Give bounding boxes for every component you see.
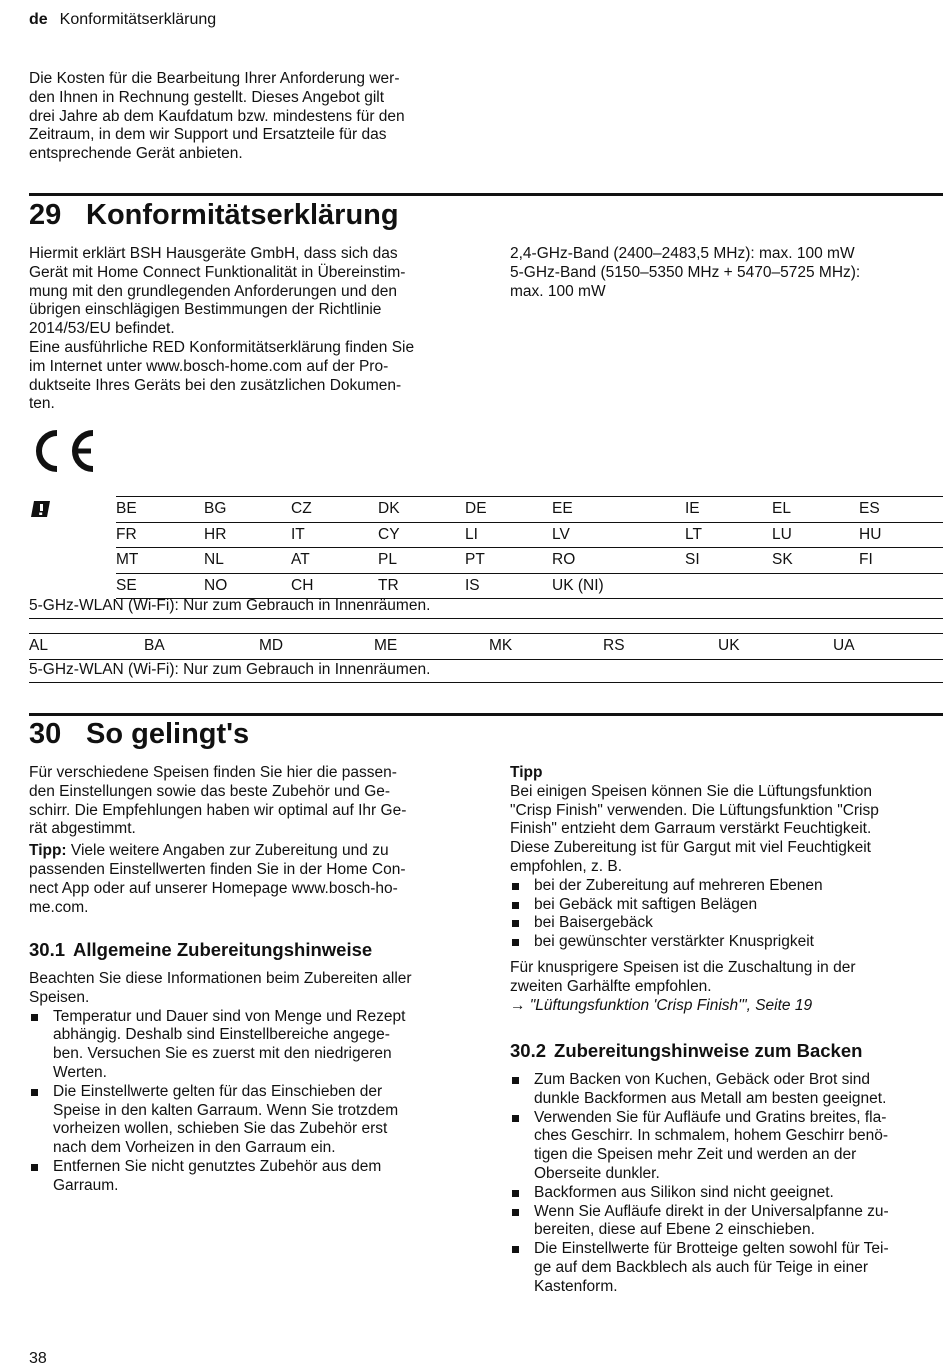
country-code-cell: IT	[291, 522, 378, 548]
country-code-cell: SI	[685, 548, 772, 574]
subsection-30-1-body: Beachten Sie diese Informationen beim Zubereiten aller Speisen. Temperatur und Dauer sind von Menge und Rezept abhängig. Deshalb sind Einstellbereiche angege- ben. Versuchen Sie es zuerst mit den niedrigeren Werten. Die Einstellwerte gelten für das Einschieben der Speise in den kalten Garraum. Wenn Sie trotzdem vorheizen wollen, schieben Sie das Zubehör erst nach dem Vorheizen in den Garraum ein. Entfernen Sie nicht genutztes Zubehör aus dem Garraum.	[29, 970, 479, 1196]
country-code-cell: NO	[204, 573, 291, 599]
running-header	[29, 11, 216, 29]
country-code-cell: DK	[378, 497, 465, 523]
table-row	[29, 634, 943, 660]
country-code-cell: UK (NI)	[552, 573, 685, 599]
list-item: Die Einstellwerte gelten für das Einschieben der Speise in den kalten Garraum. Wenn Sie trotzdem vorheizen wollen, schieben Sie das Zubehör erst nach dem Vorheizen in den Garraum ein.	[29, 1083, 479, 1158]
frequency-band-info: 2,4-GHz-Band (2400–2483,5 MHz): max. 100 mW 5-GHz-Band (5150–5350 MHz + 5470–5725 MHz): max. 100 mW	[510, 245, 861, 300]
country-code-cell: LU	[772, 522, 859, 548]
country-code-cell: ES	[859, 497, 943, 523]
country-code-cell: CH	[291, 573, 378, 599]
ce-mark-icon	[29, 427, 99, 475]
page-number: 38	[29, 1350, 47, 1367]
country-code-cell: CZ	[291, 497, 378, 523]
language-tag: de	[29, 11, 48, 28]
country-code-cell: AT	[291, 548, 378, 574]
country-code-cell: AL	[29, 634, 144, 660]
section-rule	[29, 713, 943, 716]
subsection-30-1-heading: 30.1 Allgemeine Zubereitungshinweise	[29, 939, 373, 960]
note-icon	[30, 499, 52, 519]
list-item: bei Baisergebäck	[510, 914, 940, 933]
country-code-cell: IE	[685, 497, 772, 523]
list-item: bei der Zubereitung auf mehreren Ebenen	[510, 877, 940, 896]
list-item: Zum Backen von Kuchen, Gebäck oder Brot sind dunkle Backformen aus Metall am besten geeignet.	[510, 1071, 940, 1109]
country-code-cell: RO	[552, 548, 685, 574]
country-code-cell: IS	[465, 573, 552, 599]
country-code-cell: HR	[204, 522, 291, 548]
list-item: bei gewünschter verstärkter Knusprigkeit	[510, 933, 940, 952]
country-code-cell: FR	[116, 522, 204, 548]
list-item: Temperatur und Dauer sind von Menge und Rezept abhängig. Deshalb sind Einstellbereiche angege- ben. Versuchen Sie es zuerst mit den niedrigeren Werten.	[29, 1008, 479, 1083]
country-code-cell: SK	[772, 548, 859, 574]
subsection-30-2-body	[510, 1071, 940, 1297]
country-table-eu	[116, 496, 943, 599]
general-hints-list	[29, 1008, 479, 1196]
tip-box: Tipp Bei einigen Speisen können Sie die Lüftungsfunktion "Crisp Finish" verwenden. Die Lüftungsfunktion "Crisp Finish" entzieht dem Garraum verstärkt Feuchtigkeit. Diese Zubereitung ist für Gargut mit viel Feuchtigkeit empfohlen, z. B. bei der Zubereitung auf mehreren Ebenen bei Gebäck mit saftigen Belägen bei Baisergebäck bei gewünschter verstärkter Knusprigkeit Für knusprigere Speisen ist die Zuschaltung in der zweiten Garhälfte empfohlen. → "Lüftungsfunktion 'Crisp Finish'", Seite 19	[510, 764, 940, 1015]
country-code-cell: BG	[204, 497, 291, 523]
wlan-note-1: 5-GHz-WLAN (Wi-Fi): Nur zum Gebrauch in Innenräumen.	[29, 594, 943, 619]
table-row	[116, 497, 943, 523]
country-code-cell: EL	[772, 497, 859, 523]
section-rule	[29, 193, 943, 196]
country-code-cell: EE	[552, 497, 685, 523]
list-item: Entfernen Sie nicht genutztes Zubehör aus dem Garraum.	[29, 1158, 479, 1196]
table-row	[116, 548, 943, 574]
country-code-cell: LV	[552, 522, 685, 548]
country-code-cell: TR	[378, 573, 465, 599]
list-item: Wenn Sie Aufläufe direkt in der Universalpfanne zu- bereiten, diese auf Ebene 2 einschieben.	[510, 1203, 940, 1241]
country-code-cell: PT	[465, 548, 552, 574]
wlan-note-2: 5-GHz-WLAN (Wi-Fi): Nur zum Gebrauch in Innenräumen.	[29, 658, 943, 683]
country-code-cell: MK	[489, 634, 603, 660]
country-code-cell: UK	[718, 634, 833, 660]
country-code-cell: UA	[833, 634, 943, 660]
country-code-cell: LI	[465, 522, 552, 548]
country-code-cell: HU	[859, 522, 943, 548]
country-code-cell: FI	[859, 548, 943, 574]
country-code-cell: MD	[259, 634, 374, 660]
subsection-30-2-heading: 30.2 Zubereitungshinweise zum Backen	[510, 1040, 863, 1061]
table-row	[116, 522, 943, 548]
baking-hints-list	[510, 1071, 940, 1297]
country-code-cell: PL	[378, 548, 465, 574]
country-code-cell: SE	[116, 573, 204, 599]
section-30-intro: Für verschiedene Speisen finden Sie hier die passen- den Einstellungen sowie das beste Zubehör und Ge- schirr. Die Empfehlungen haben wir optimal auf Ihr Ge- rät abgestimmt. Tipp: Viele weitere Angaben zur Zubereitung und zu passenden Einstellwerten finden Sie in der Home Con- nect App oder auf unserer Homepage www.bosch-ho- me.com.	[29, 764, 407, 916]
country-code-cell: CY	[378, 522, 465, 548]
country-code-cell: MT	[116, 548, 204, 574]
section-30-heading: 30 So gelingt's	[29, 718, 250, 750]
section-29-heading: 29 Konformitätserklärung	[29, 199, 399, 231]
country-code-cell: DE	[465, 497, 552, 523]
section-29-text: Hiermit erklärt BSH Hausgeräte GmbH, dass sich das Gerät mit Home Connect Funktionalität in Übereinstim- mung mit den grundlegenden Anforderungen und den übrigen einschlägigen Bestimmungen der Richtlinie 2014/53/EU befindet. Eine ausführliche RED Konformitätserklärung finden Sie im Internet unter www.bosch-home.com auf der Pro- duktseite Ihres Geräts bei den zusätzlichen Dokumen- ten.	[29, 245, 415, 413]
intro-paragraph: Die Kosten für die Bearbeitung Ihrer Anforderung wer- den Ihnen in Rechnung gestellt. Dieses Angebot gilt drei Jahre ab dem Kaufdatum bzw. mindestens für den Zeitraum, in dem wir Support und Ersatzteile für das entsprechende Gerät anbieten.	[29, 70, 405, 163]
list-item: Backformen aus Silikon sind nicht geeignet.	[510, 1184, 940, 1203]
country-table-other	[29, 633, 943, 660]
country-code-cell: BE	[116, 497, 204, 523]
country-code-cell: LT	[685, 522, 772, 548]
crisp-finish-list	[510, 877, 940, 952]
list-item: bei Gebäck mit saftigen Belägen	[510, 896, 940, 915]
list-item: Die Einstellwerte für Brotteige gelten sowohl für Tei- ge auf dem Backblech als auch für Teige in einer Kastenform.	[510, 1240, 940, 1296]
cross-reference-link[interactable]: → "Lüftungsfunktion 'Crisp Finish'", Seite 19	[510, 996, 813, 1014]
country-code-cell: RS	[603, 634, 718, 660]
arrow-right-icon: →	[510, 996, 526, 1014]
country-code-cell: BA	[144, 634, 259, 660]
header-title: Konformitätserklärung	[59, 11, 217, 28]
country-code-cell: ME	[374, 634, 489, 660]
country-code-cell: NL	[204, 548, 291, 574]
list-item: Verwenden Sie für Aufläufe und Gratins breites, fla- ches Geschirr. In schmalem, hohem Geschirr benö- tigen die Speisen mehr Zeit und werden an der Oberseite dunkler.	[510, 1109, 940, 1184]
